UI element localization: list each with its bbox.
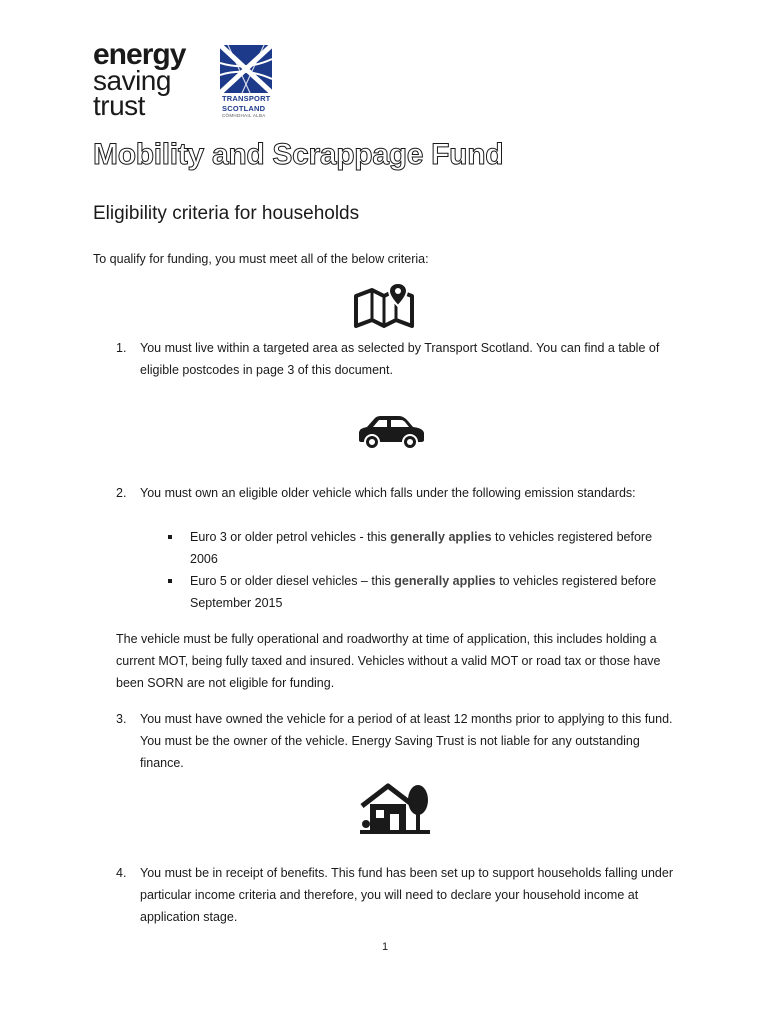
criteria-number: 2. <box>116 486 127 500</box>
transport-scotland-logo <box>220 45 274 118</box>
energy-saving-trust-logo <box>93 38 186 121</box>
logo-word-trust: trust <box>93 90 145 121</box>
bullet-text-pre: Euro 5 or older diesel vehicles – this <box>190 574 395 588</box>
transport-scotland-emblem-icon <box>220 45 272 93</box>
bullet-marker <box>168 579 172 583</box>
map-pin-icon <box>354 282 414 333</box>
house-icon <box>360 782 432 841</box>
criteria-number: 4. <box>116 866 127 880</box>
bullet-item-diesel <box>168 570 678 614</box>
criteria-text: You must live within a targeted area as selected by Transport Scotland. You can find a table of eligible postcodes in page 3 of this document. <box>140 341 660 377</box>
car-icon <box>355 414 427 457</box>
logo-word-energy: energy <box>93 38 186 71</box>
page-number: 1 <box>381 941 389 953</box>
logo-word-saving: saving <box>93 65 171 96</box>
bullet-text-bold: generally applies <box>394 574 496 588</box>
document-title: Mobility and Scrappage Fund <box>93 138 504 171</box>
criteria-text: You must have owned the vehicle for a period of at least 12 months prior to applying to this fund. You must be the owner of the vehicle. Energy Saving Trust is not liable for any outstanding finance. <box>140 712 673 770</box>
criteria-item-4 <box>116 862 676 928</box>
bullet-text-bold: generally applies <box>390 530 492 544</box>
bullet-text-post: to vehicles registered before September 2015 <box>190 574 657 610</box>
bullet-item-petrol <box>168 526 678 570</box>
criteria-number: 1. <box>116 341 127 355</box>
criteria-text: You must be in receipt of benefits. This fund has been set up to support households falling under particular income criteria and therefore, you will need to declare your household income at application stage. <box>140 866 673 924</box>
document-subtitle: Eligibility criteria for households <box>93 203 360 224</box>
emission-bullet-list <box>168 526 678 614</box>
intro-text: To qualify for funding, you must meet all of the below criteria: <box>93 252 429 266</box>
criteria-item-1 <box>116 337 676 381</box>
logo-transport-line2: SCOTLAND <box>222 104 266 113</box>
criteria-text: You must own an eligible older vehicle which falls under the following emission standards: <box>140 486 636 500</box>
logo-transport-line3: CÒMHDHAIL ALBA <box>222 113 266 118</box>
criteria-item-3 <box>116 708 676 774</box>
bullet-text-pre: Euro 3 or older petrol vehicles - this <box>190 530 391 544</box>
bullet-marker <box>168 535 172 539</box>
criteria-item-2 <box>116 482 676 504</box>
vehicle-condition-note: The vehicle must be fully operational and roadworthy at time of application, this includes holding a current MOT, being fully taxed and insured. Vehicles without a valid MOT or road tax or those have been SORN are not eligible for funding. <box>116 632 661 690</box>
criteria-number: 3. <box>116 712 127 726</box>
bullet-text-post: to vehicles registered before 2006 <box>190 530 653 566</box>
logo-transport-line1: TRANSPORT <box>222 94 271 103</box>
